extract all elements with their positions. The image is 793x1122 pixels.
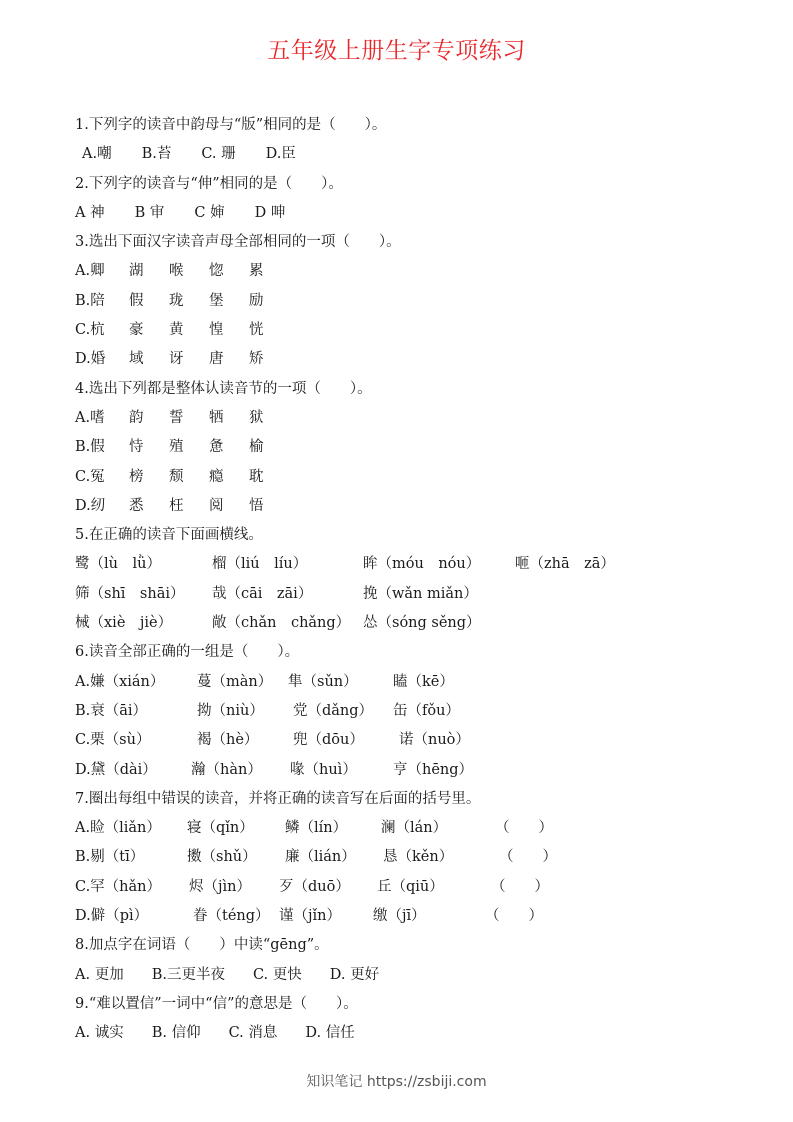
option: 擞（shǔ） [187, 849, 257, 866]
char: 堡 [209, 292, 224, 309]
option: 党（dǎng） [293, 702, 374, 719]
option: 谨（jǐn） [279, 908, 341, 925]
option: B.假 [75, 439, 105, 456]
option: C.冤 [75, 468, 105, 485]
char: 韵 [129, 409, 144, 426]
char: 枉 [169, 497, 184, 514]
char: 恍 [249, 322, 264, 339]
option: A. 诚实 [75, 1025, 124, 1042]
question-3-row [75, 345, 765, 374]
option: 瞌（kē） [393, 673, 454, 690]
option: B.陪 [75, 292, 105, 309]
pinyin-choice: 怂（sóng sěng） [363, 615, 481, 632]
pinyin-choice: 咂（zhā zā） [515, 556, 615, 573]
option: A 神 [75, 204, 105, 221]
char: 矫 [249, 351, 264, 368]
question-9-stem: 9.“难以置信”一词中“信”的意思是（ ）。 [75, 995, 358, 1012]
char: 域 [129, 351, 144, 368]
option: 喙（huì） [290, 761, 357, 778]
option: 瀚（hàn） [191, 761, 262, 778]
option: A.嗜 [75, 409, 105, 426]
question-1-stem: 1.下列字的读音中韵母与“版”相同的是（ ）。 [75, 117, 387, 133]
option: 兜（dōu） [293, 732, 364, 749]
option: 廉（lián） [285, 849, 356, 866]
pinyin-choice: 械（xiè jiè） [75, 615, 173, 632]
question-4-stem: 4.选出下列都是整体认读音节的一项（ ）。 [75, 380, 372, 397]
char: 榜 [129, 468, 144, 485]
question-5-row [75, 550, 765, 579]
char: 阅 [209, 497, 224, 514]
question-6-row [75, 756, 765, 785]
char: 唐 [209, 351, 224, 368]
char: 励 [249, 292, 264, 309]
char: 瘾 [209, 468, 224, 485]
option: A.睑（liǎn） [75, 820, 161, 837]
option: C.罕（hǎn） [75, 878, 162, 895]
answer-blank[interactable]: （ ） [499, 849, 557, 866]
question-4-row [75, 404, 765, 433]
question-9-options [75, 1019, 765, 1048]
char: 豪 [129, 322, 144, 339]
question-7-row [75, 873, 765, 902]
option: 鳞（lín） [285, 820, 348, 837]
option: A.嫌（xián） [75, 673, 165, 690]
pinyin-choice: 眸（móu nóu） [363, 556, 481, 573]
option: 缴（jī） [373, 908, 426, 925]
pinyin-choice: 榴（liú líu） [212, 556, 308, 573]
char: 颓 [169, 468, 184, 485]
option: D.臣 [265, 146, 296, 163]
option: 眷（téng） [193, 908, 270, 925]
char: 誓 [169, 409, 184, 426]
option: B.剔（tī） [75, 849, 145, 866]
question-6-stem: 6.读音全部正确的一组是（ ）。 [75, 644, 300, 661]
char: 湖 [129, 263, 144, 280]
option: 蔓（màn） [197, 673, 273, 690]
option: D.纫 [75, 497, 106, 514]
option: D.黛（dài） [75, 761, 157, 778]
question-3-row [75, 287, 765, 316]
option: 歹（duō） [279, 878, 350, 895]
char: 讶 [169, 351, 184, 368]
option: C.杭 [75, 322, 105, 339]
option: D.僻（pì） [75, 908, 149, 925]
option: 亨（hēng） [393, 761, 474, 778]
option: 诺（nuò） [399, 732, 470, 749]
char: 殖 [169, 439, 184, 456]
pinyin-choice: 敞（chǎn chǎng） [212, 615, 351, 632]
pinyin-choice: 鹭（lù lǜ） [75, 556, 161, 573]
question-4-row [75, 463, 765, 492]
question-2-stem: 2.下列字的读音与“伸”相同的是（ ）。 [75, 175, 343, 192]
question-8-stem: 8.加点字在词语（ ）中读“gēng”。 [75, 937, 329, 954]
char: 惫 [209, 439, 224, 456]
option: B.三更半夜 [151, 966, 225, 983]
char: 珑 [169, 292, 184, 309]
option: A.卿 [75, 263, 105, 280]
option: 隼（sǔn） [288, 673, 358, 690]
option: 烬（jìn） [189, 878, 251, 895]
question-7-row [75, 814, 765, 843]
option: 寝（qǐn） [187, 820, 254, 837]
option: B. 信仰 [151, 1025, 201, 1042]
char: 假 [129, 292, 144, 309]
question-7-row [75, 902, 765, 931]
option: C 婶 [194, 204, 225, 221]
char: 惚 [209, 263, 224, 280]
char: 喉 [169, 263, 184, 280]
answer-blank[interactable]: （ ） [485, 908, 543, 925]
option: D. 信任 [305, 1025, 355, 1042]
option: B.衰（āi） [75, 702, 148, 719]
question-3-row [75, 257, 765, 286]
option: D.婚 [75, 351, 106, 368]
question-3-row [75, 316, 765, 345]
question-2-options [75, 199, 765, 228]
char: 狱 [249, 409, 264, 426]
question-5-row [75, 609, 765, 638]
char: 耽 [249, 468, 264, 485]
char: 榆 [249, 439, 264, 456]
char: 黄 [169, 322, 184, 339]
option: 恳（kěn） [383, 849, 454, 866]
option: D 呻 [254, 204, 286, 221]
question-5-row [75, 580, 765, 609]
char: 惶 [209, 322, 224, 339]
pinyin-choice: 筛（shī shāi） [75, 585, 185, 602]
footer-watermark: 知识笔记 https://zsbiji.com [306, 1074, 487, 1090]
option: C.栗（sù） [75, 732, 151, 749]
pinyin-choice: 挽（wǎn miǎn） [363, 585, 478, 602]
char: 悉 [129, 497, 144, 514]
question-7-stem: 7.圈出每组中错误的读音，并将正确的读音写在后面的括号里。 [75, 790, 481, 807]
option: 褐（hè） [197, 732, 259, 749]
option: A.嘲 [82, 146, 112, 163]
option: B.苔 [141, 146, 172, 163]
answer-blank[interactable]: （ ） [491, 878, 549, 895]
question-8-options [75, 961, 765, 990]
question-6-row [75, 726, 765, 755]
page-title: 五年级上册生字专项练习 [267, 38, 526, 64]
question-4-row [75, 492, 765, 521]
option: B 审 [134, 204, 165, 221]
char: 牺 [209, 409, 224, 426]
option: A. 更加 [75, 966, 124, 983]
question-6-row [75, 668, 765, 697]
option: C. 珊 [201, 146, 236, 163]
question-6-row [75, 697, 765, 726]
question-3-stem: 3.选出下面汉字读音声母全部相同的一项（ ）。 [75, 234, 401, 251]
option: 丘（qiū） [377, 878, 444, 895]
option: C. 消息 [228, 1025, 278, 1042]
option: 拗（niù） [197, 702, 264, 719]
answer-blank[interactable]: （ ） [495, 820, 553, 837]
char: 悟 [249, 497, 264, 514]
char: 累 [249, 263, 264, 280]
option: 缶（fǒu） [393, 702, 460, 719]
question-7-row [75, 843, 765, 872]
option: C. 更快 [252, 966, 302, 983]
question-5-stem: 5.在正确的读音下面画横线。 [75, 527, 263, 544]
question-4-row [75, 433, 765, 462]
char: 恃 [129, 439, 144, 456]
pinyin-choice: 哉（cāi zāi） [212, 585, 313, 602]
option: 澜（lán） [381, 820, 448, 837]
option: D. 更好 [329, 966, 380, 983]
question-1-options [75, 140, 765, 169]
exercise-list [75, 111, 765, 1049]
